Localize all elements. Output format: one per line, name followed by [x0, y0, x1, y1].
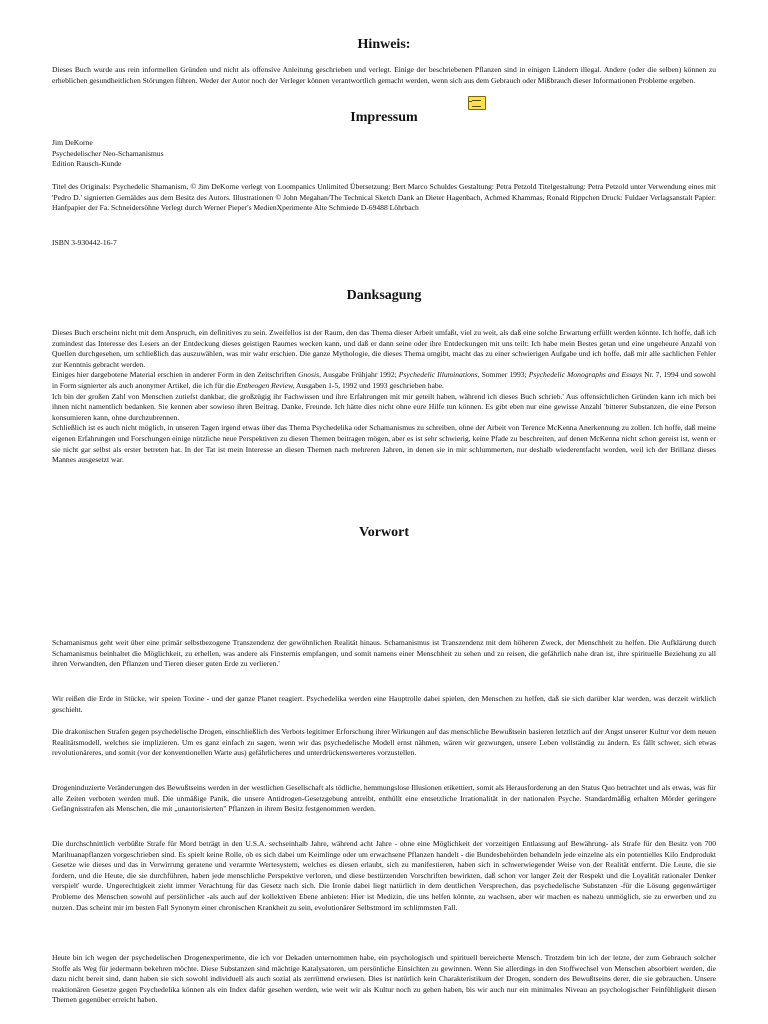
danksagung-paragraph-1: Dieses Buch erscheint nicht mit dem Anspruch, ein definitives zu sein. Zweifellos ist der Raum, den das Thema dieser Arbeit umfaßt, viel zu weit, als daß eine solche Erwartung erfüllt werden könnte. Ich hoffe, daß ich zumindest das Interesse des Lesers an der Entdeckung dieses geistigen Raumes wecken kann, und daß er dann seine oder ihre Entdeckungen mit uns teilt: Ich habe mein Bestes getan und eine ungeheure Anzahl von Quellen durchgesehen, um schließlich das auszuwählen, was mir wahr erschien. Die ganze Mythologie, die dieses Thema umgibt, macht das zu einer schwierigen Aufgabe und ich hoffe, daß mir alle sachlichen Fehler zur Kenntnis gebracht werden. — [52, 328, 716, 369]
danksagung-heading: Danksagung — [346, 288, 422, 303]
vorwort-paragraph-6: Heute bin ich wegen der psychedelischen Drogenexperimente, die ich vor Dekaden unternommen habe, ein psychologisch und spirituell bereicherte Mensch. Trotzdem bin ich der letzte, der zum Gebrauch solcher Stoffe als Weg für jedermann bekehren möchte. Diese Substanzen sind mächtige Katalysatoren, um persönliche Einsichten zu gewinnen. Wenn Sie allerdings in den Stoffwechsel von Menschen absorbiert werden, die dazu nicht bereit sind, dann haben sie sich sowohl individuell als auch sozial als zerrüttend erwiesen. Dies ist natürlich kein Charakteristikum der Drogen, sondern des Bewußtseins derer, die sie gebrauchen. Unsere reaktionären Gesetze gegen Psychedelika können als ein Index dafür gesehen werden, wie weit wir als Kultur noch zu gehen haben, bis wir auch nur ein minimales Niveau an psychologischer Feinfühligkeit diesen Themen gegenüber erreicht haben. — [52, 953, 716, 1005]
vorwort-paragraph-5: Die durchschnittlich verbüßte Strafe für Mord beträgt in den U.S.A. sechseinhalb Jahre, während acht Jahre - ohne eine Möglichkeit der vorzeitigen Entlassung auf Bewährung- als Strafe für den Besitz von 700 Marihuanapflanzen vorgeschrieben sind. Es spielt keine Rolle, ob es sich dabei um Keimlinge oder um erwachsene Pflanzen handelt - die Bundesbehörden behandeln jede einzelne als ein potentielles Kilo Endprodukt Gesetze wie dieses und das in Verwirrung geratene und verarmte Wertesystem, welches es diesen erlaubt, sich zu manifestieren, haben sich in schwerwiegender Weise von der Realität entfernt. Die Leute, die sie fordern, und die Heute, die sie durchführen, haben jede menschliche Perspektive verloren, und diese bestürzenden Vorschriften bewirkten, daß schon vor langer Zeit der Respekt und die Loyalität rationaler Denker verspielt' wurde. Ungerechtigkeit zieht immer Verachtung für das Gesetz nach sich. Die Ironie dabei liegt natürlich in dem deutlichen Versprechen, das psychedelische Substanzen -für die Lösung gegenwärtiger Probleme des Menschen sowohl auf persönlicher -als auch auf der kollektiven Ebene anbieten: Hier ist Medizin, die uns helfen könnte, zu wachsen, aber wir machen es nahezu unmöglich, sie zu erwerben und zu nutzen. Das scheint mir im besten Fall Synonym einer chronischen Krankheit zu sein, evolutionärer Selbstmord im schlimmsten Fall. — [52, 839, 716, 912]
danksagung-paragraph-3: Ich bin der großen Zahl von Menschen zutiefst dankbar, die großzügig ihr Fachwissen und ihre Erfahrungen mit mir geteilt haben, während ich dieses Buch schrieb.' Aus offensichtlichen Gründen kann ich mich bei ihnen nicht namentlich bedanken. Sie kennen aber sowieso ihren Beitrag. Danke, Freunde. Ich hätte dies nicht ohne eure Hilfe tun können. Es gibt eben nur eine gewisse Anzahl 'bitterer Substanzen, die eine Person konsumieren kann, ohne durchzubrennen. — [52, 391, 716, 422]
impressum-details: Titel des Originals: Psychedelic Shamanism, © Jim DeKorne verlegt von Loompanics Unlimited Übersetzung: Bert Marco Schuldes Gestaltung: Petra Petzold Titelgestaltung: Petra Petzold unter Verwendung eines mit 'Pedro D.' signierten Gemäldes aus dem Besitz des Autors. Illustrationen © John Megahan/The Technical Sketch Dank an Dieter Hagenbach, Achmed Khammas, Ronald Rippchen Druck: Fuldaer Verlagsanstalt Papier: Hanfpapier der Fa. Schneidersöhne Verlegt durch Werner Pieper's MedienXperimente Alte Schmiede D-69488 Löhrbach — [52, 182, 716, 213]
vorwort-paragraph-2: Wir reißen die Erde in Stücke, wir speien Toxine - und der ganze Planet reagiert. Psychedelika werden eine Hauptrolle dabei spielen, den Menschen zu helfen, daß sie sich darüber klar werden, was derzeit wirklich geschieht. — [52, 694, 716, 714]
impressum-book-title: Psychedelischer Neo-Schamanismus — [52, 148, 164, 158]
hinweis-heading: Hinweis: — [357, 37, 411, 52]
impressum-isbn: ISBN 3-930442-16-7 — [52, 238, 117, 247]
vorwort-paragraph-4: Drogeninduzierte Veränderungen des Bewußtseins werden in der westlichen Gesellschaft als tödliche, hemmungslose Illusionen etikettiert, somit als Herausforderung an den Status Quo betrachtet und als etwas, was für alle Zeiten verboten werden muß. Die unmäßige Panik, die unsere Antidrogen-Gesetzgebung antreibt, enthüllt eine entsetzliche Irrationalität in der nationalen Psyche. Standardmäßig erhalten Mörder geringere Gefängnisstrafen als Menschen, die mit „unautorisierten" Pflanzen in ihrem Besitz festgenommen werden. — [52, 783, 716, 814]
impressum-edition: Edition Rausch-Kunde — [52, 159, 122, 169]
hinweis-paragraph: Dieses Buch wurde aus rein informellen Gründen und nicht als offensive Anleitung geschrieben und verlegt. Einige der beschriebenen Pflanzen sind in einigen Ländern illegal. Andere (oder die selben) können zu erheblichen gesundheitlichen Störungen führen. Weder der Autor noch der Verleger können verantwortlich gemacht werden, wenn sich aus dem Gebrauch oder Mißbrauch dieser Informationen Probleme ergeben. — [52, 65, 716, 85]
danksagung-paragraph-2: Einiges hier dargebotene Material erschien in anderer Form in den Zeitschriften Gnosis, Ausgabe Frühjahr 1992; Psychedelic Illuminations, Sommer 1993; Psychedelic Monographs and Essays Nr. 7, 1994 und sowohl in Form signierter als auch anonymer Artikel, die ich für die Entheogen Review, Ausgaben 1-5, 1992 und 1993 geschrieben habe. — [52, 370, 717, 390]
vorwort-paragraph-3: Die drakonischen Strafen gegen psychedelische Drogen, einschließlich des Verbots legitimer Erforschung ihrer Wirkungen auf das menschliche Bewußtsein basieren letztlich auf der Angst unserer Kultur vor dem neuen Realitätsmodell, welches sie implizieren. Um es ganz einfach zu sagen, wenn wir das psychedelische Modell ernst nähmen, wären wir gezwungen, unsere Leben vollständig zu ändern. Es fällt schwer, sich etwas revolutionäreres, und somit (vor der konventionellen Warte aus) gefährlicheres und unterdrückenswerteres vorzustellen. — [52, 727, 716, 758]
impressum-heading: Impressum — [350, 110, 418, 125]
danksagung-paragraph-4: Schließlich ist es auch nicht möglich, in unseren Tagen irgend etwas über das Thema Psychedelika oder Schamanismus zu schreiben, ohne der Arbeit von Terence McKenna Anerkennung zu zollen. Ich hoffe, daß meine eigenen Erfahrungen und Forschungen einige nützliche neue Perspektiven zu diesen Themen beitragen mögen, aber es ist sehr schwierig, keine Pfade zu beschreiten, auf denen McKenna nicht schon gereist ist, wenn er sie nicht gar selbst als erster betreten hat. In der Tat ist mein Interesse an diesen Themen nach mehreren Jahren, in denen sie in mir schlummerten, nur deshalb wiederentfacht worden, weil ich der Brillanz dieses Mannes ausgesetzt war. — [52, 423, 716, 465]
impressum-author: Jim DeKorne — [52, 138, 93, 147]
danksagung-body — [52, 328, 716, 466]
vorwort-paragraph-1: Schamanismus geht weit über eine primär selbstbezogene Transzendenz der gewöhnlichen Realität hinaus. Schamanismus ist Transzendenz mit dem höheren Zweck, der Menschheit zu helfen. Die Aufklärung durch Schamanismus beinhaltet die Möglichkeit, zu erhellen, was andere als Finsternis empfangen, und somit namens einer Menschheit zu sehen und zu reisen, die gefährlich nahe dran ist, ihre spirituelle Beziehung zu all ihren Verwandten, den Pflanzen und Tieren dieser guten Erde zu verlieren.' — [52, 638, 716, 669]
impressum-address — [52, 138, 716, 170]
vorwort-heading: Vorwort — [358, 525, 410, 540]
sticky-note-icon[interactable] — [468, 96, 486, 110]
